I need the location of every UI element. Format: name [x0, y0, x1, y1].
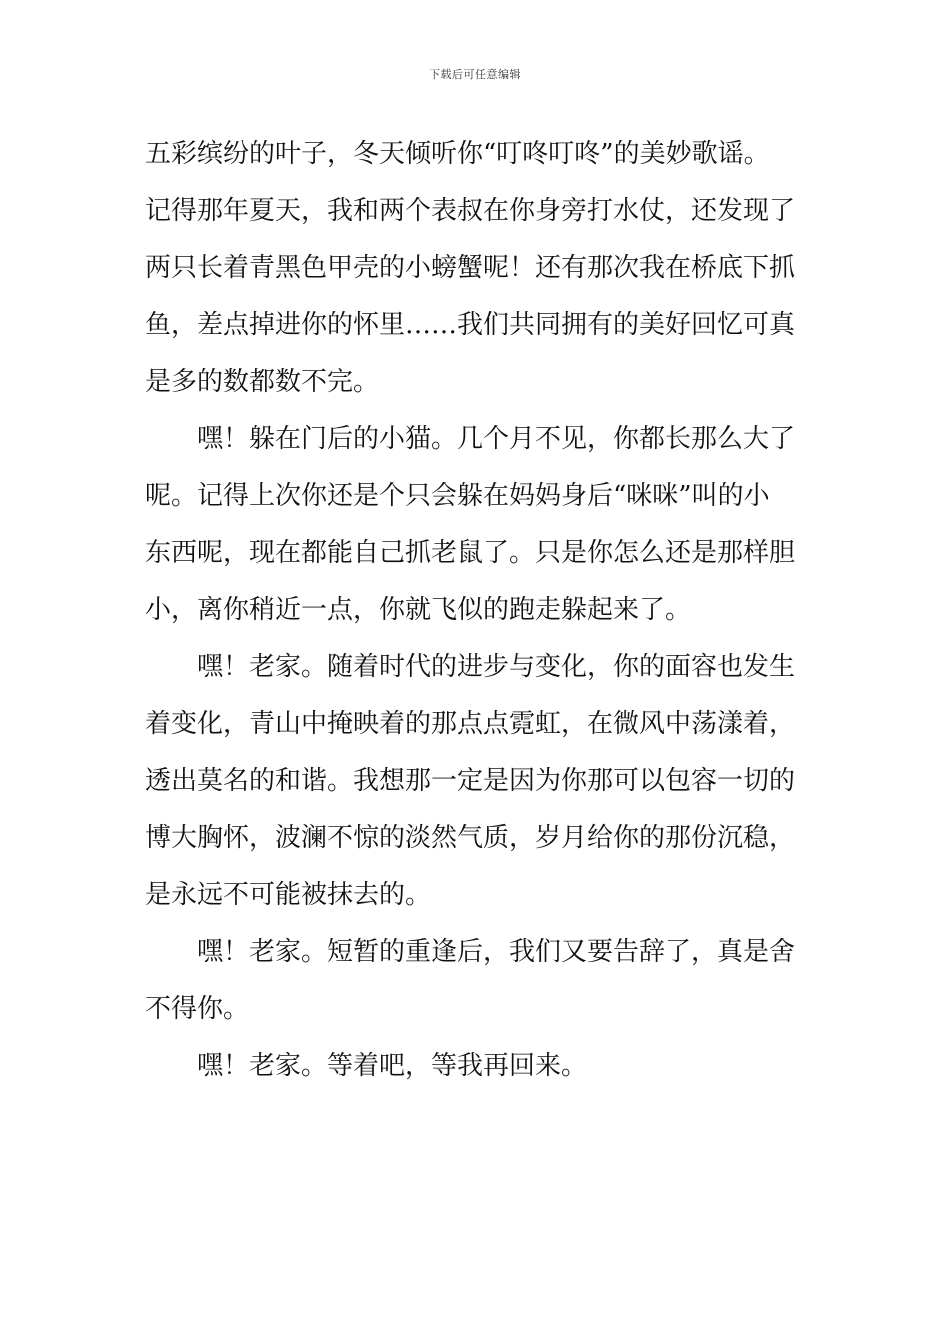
paragraph-start-line: 嘿！老家。短暂的重逢后，我们又要告辞了，真是舍: [197, 937, 796, 967]
paragraph-start-line: 嘿！躲在门后的小猫。几个月不见，你都长那么大了: [197, 424, 796, 454]
text-line: 博大胸怀，波澜不惊的淡然气质，岁月给你的那份沉稳，: [145, 823, 796, 853]
text-line: 着变化，青山中掩映着的那点点霓虹，在微风中荡漾着，: [145, 709, 796, 739]
text-line: 记得那年夏天，我和两个表叔在你身旁打水仗，还发现了: [145, 196, 796, 226]
text-line: 不得你。: [145, 994, 250, 1024]
paragraph-start-line: 嘿！老家。随着时代的进步与变化，你的面容也发生: [197, 652, 796, 682]
text-line: 两只长着青黑色甲壳的小螃蟹呢！还有那次我在桥底下抓: [145, 253, 796, 283]
text-line: 透出莫名的和谐。我想那一定是因为你那可以包容一切的: [145, 766, 796, 796]
document-body: [145, 126, 813, 1095]
page-header: 下载后可任意编辑: [429, 68, 521, 81]
text-line: 是永远不可能被抹去的。: [145, 880, 432, 910]
paragraph-start-line: 嘿！老家。等着吧，等我再回来。: [197, 1051, 588, 1081]
text-line: 鱼，差点掉进你的怀里……我们共同拥有的美好回忆可真: [145, 310, 796, 340]
text-line: 东西呢，现在都能自己抓老鼠了。只是你怎么还是那样胆: [145, 538, 796, 568]
text-line: 是多的数都数不完。: [145, 367, 380, 397]
text-line: 五彩缤纷的叶子，冬天倾听你“叮咚叮咚”的美妙歌谣。: [145, 139, 770, 169]
text-line: 呢。记得上次你还是个只会躲在妈妈身后“咪咪”叫的小: [145, 481, 770, 511]
text-line: 小，离你稍近一点，你就飞似的跑走躲起来了。: [145, 595, 692, 625]
